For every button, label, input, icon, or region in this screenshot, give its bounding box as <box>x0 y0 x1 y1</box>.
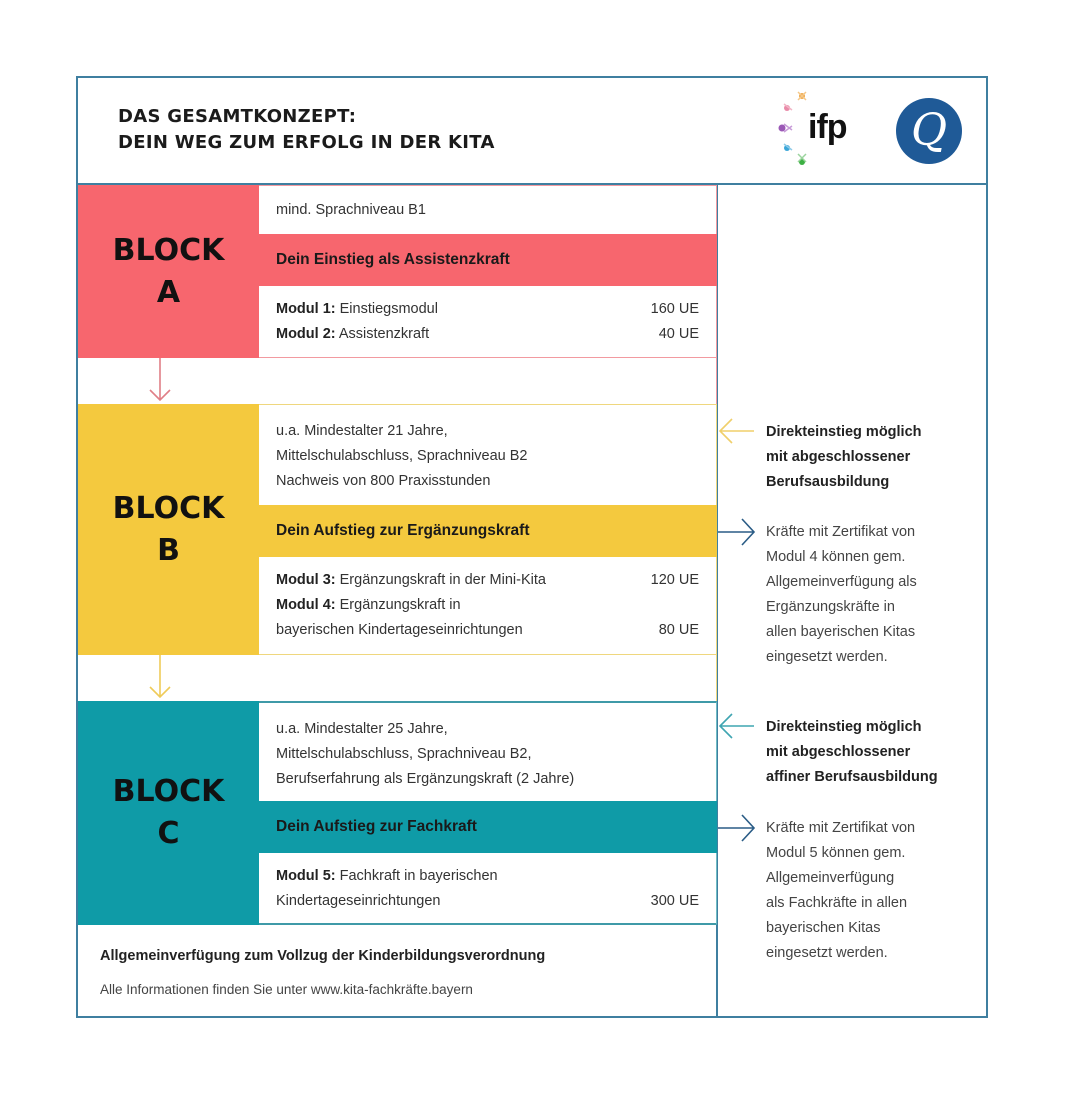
block-b-side-entry <box>766 420 976 495</box>
block-b-side-exit <box>766 520 976 670</box>
side-line: eingesetzt werden. <box>766 649 888 665</box>
module-desc: Fachkraft in bayerischen <box>339 868 498 884</box>
spacer <box>259 358 717 404</box>
module-row <box>276 297 716 322</box>
module-desc: Kindertageseinrichtungen <box>276 893 441 909</box>
block-label-word: BLOCK <box>112 232 225 268</box>
block-label-letter: B <box>157 532 180 568</box>
side-line: als Fachkräfte in allen <box>766 895 908 911</box>
block-b-modules <box>259 557 717 655</box>
requirement-line: Mittelschulabschluss, Sprachniveau B2 <box>276 448 528 464</box>
ifp-logo <box>778 90 868 170</box>
module-name: Modul 2: <box>276 326 336 342</box>
side-line: mit abgeschlossener <box>766 744 911 760</box>
block-c-side-exit <box>766 816 976 966</box>
requirement-line: Mittelschulabschluss, Sprachniveau B2, <box>276 746 532 762</box>
side-line: Berufsausbildung <box>766 474 890 490</box>
side-line: mit abgeschlossener <box>766 449 911 465</box>
block-label-letter: A <box>156 274 181 310</box>
block-a-band: Dein Einstieg als Assistenzkraft <box>259 234 717 286</box>
module-desc: Ergänzungskraft in <box>339 597 461 613</box>
arrow-left-icon <box>718 418 758 444</box>
block-b-band: Dein Aufstieg zur Ergänzungskraft <box>259 505 717 557</box>
side-line: Allgemeinverfügung als <box>766 574 917 590</box>
requirement-line: u.a. Mindestalter 21 Jahre, <box>276 423 448 439</box>
requirement-line: Nachweis von 800 Praxisstunden <box>276 473 491 489</box>
module-name: Modul 4: <box>276 597 336 613</box>
side-line: Kräfte mit Zertifikat von <box>766 524 916 540</box>
footer-title: Allgemeinverfügung zum Vollzug der Kinderbildungsverordnung <box>100 948 546 964</box>
module-row <box>276 568 716 593</box>
spacer <box>259 655 717 701</box>
block-b-requirements <box>259 404 717 505</box>
side-line: Direkteinstieg möglich <box>766 424 922 440</box>
ifp-logo-text: ifp <box>808 108 847 146</box>
arrow-right-icon <box>718 518 758 546</box>
module-row <box>276 593 716 618</box>
arrow-down-icon <box>145 358 175 404</box>
header <box>76 76 988 185</box>
module-row <box>276 322 716 347</box>
module-hours: 300 UE <box>650 893 699 909</box>
side-line: bayerischen Kitas <box>766 920 881 936</box>
module-desc: Ergänzungskraft in der Mini-Kita <box>339 572 546 588</box>
block-a-label <box>78 185 259 358</box>
arrow-down-icon <box>145 655 175 701</box>
requirement-line: Berufserfahrung als Ergänzungskraft (2 Jahre) <box>276 771 575 787</box>
q-logo: Q <box>896 98 962 164</box>
side-line: Allgemeinverfügung <box>766 870 895 886</box>
title-line-2: DEIN WEG ZUM ERFOLG IN DER KITA <box>118 132 495 153</box>
module-row <box>276 889 716 914</box>
side-line: Direkteinstieg möglich <box>766 719 922 735</box>
side-line: affiner Berufsausbildung <box>766 769 938 785</box>
module-hours: 120 UE <box>650 572 699 588</box>
module-name: Modul 3: <box>276 572 336 588</box>
module-name: Modul 1: <box>276 301 336 317</box>
module-hours: 160 UE <box>650 301 699 317</box>
block-b-label <box>78 404 259 655</box>
side-line: eingesetzt werden. <box>766 945 888 961</box>
side-line: Kräfte mit Zertifikat von <box>766 820 916 836</box>
block-label-letter: C <box>157 816 180 851</box>
title-line-1: DAS GESAMTKONZEPT: <box>118 106 357 127</box>
side-line: Ergänzungskräfte in <box>766 599 895 615</box>
block-c-band: Dein Aufstieg zur Fachkraft <box>259 801 717 853</box>
block-c-side-entry <box>766 715 976 790</box>
footer-info: Alle Informationen finden Sie unter www.kita-fachkräfte.bayern <box>100 982 473 997</box>
block-label-word: BLOCK <box>112 774 225 809</box>
block-a-requirements <box>259 185 717 234</box>
module-name: Modul 5: <box>276 868 336 884</box>
module-row <box>276 864 716 889</box>
block-c-modules <box>259 853 717 925</box>
arrow-right-icon <box>718 814 758 842</box>
block-c-label <box>78 701 259 925</box>
module-desc: bayerischen Kindertageseinrichtungen <box>276 622 523 638</box>
module-hours: 80 UE <box>658 622 699 638</box>
module-desc: Assistenzkraft <box>338 326 430 342</box>
block-c-requirements <box>259 701 717 801</box>
requirement-line: mind. Sprachniveau B1 <box>276 202 426 218</box>
side-line: Modul 5 können gem. <box>766 845 906 861</box>
requirement-line: u.a. Mindestalter 25 Jahre, <box>276 721 448 737</box>
module-row <box>276 618 716 643</box>
block-a-modules <box>259 286 717 358</box>
page-title <box>118 104 495 156</box>
module-desc: Einstiegsmodul <box>339 301 438 317</box>
side-line: Modul 4 können gem. <box>766 549 906 565</box>
block-label-word: BLOCK <box>112 490 225 526</box>
module-hours: 40 UE <box>658 326 699 342</box>
side-line: allen bayerischen Kitas <box>766 624 916 640</box>
arrow-left-icon <box>718 713 758 739</box>
